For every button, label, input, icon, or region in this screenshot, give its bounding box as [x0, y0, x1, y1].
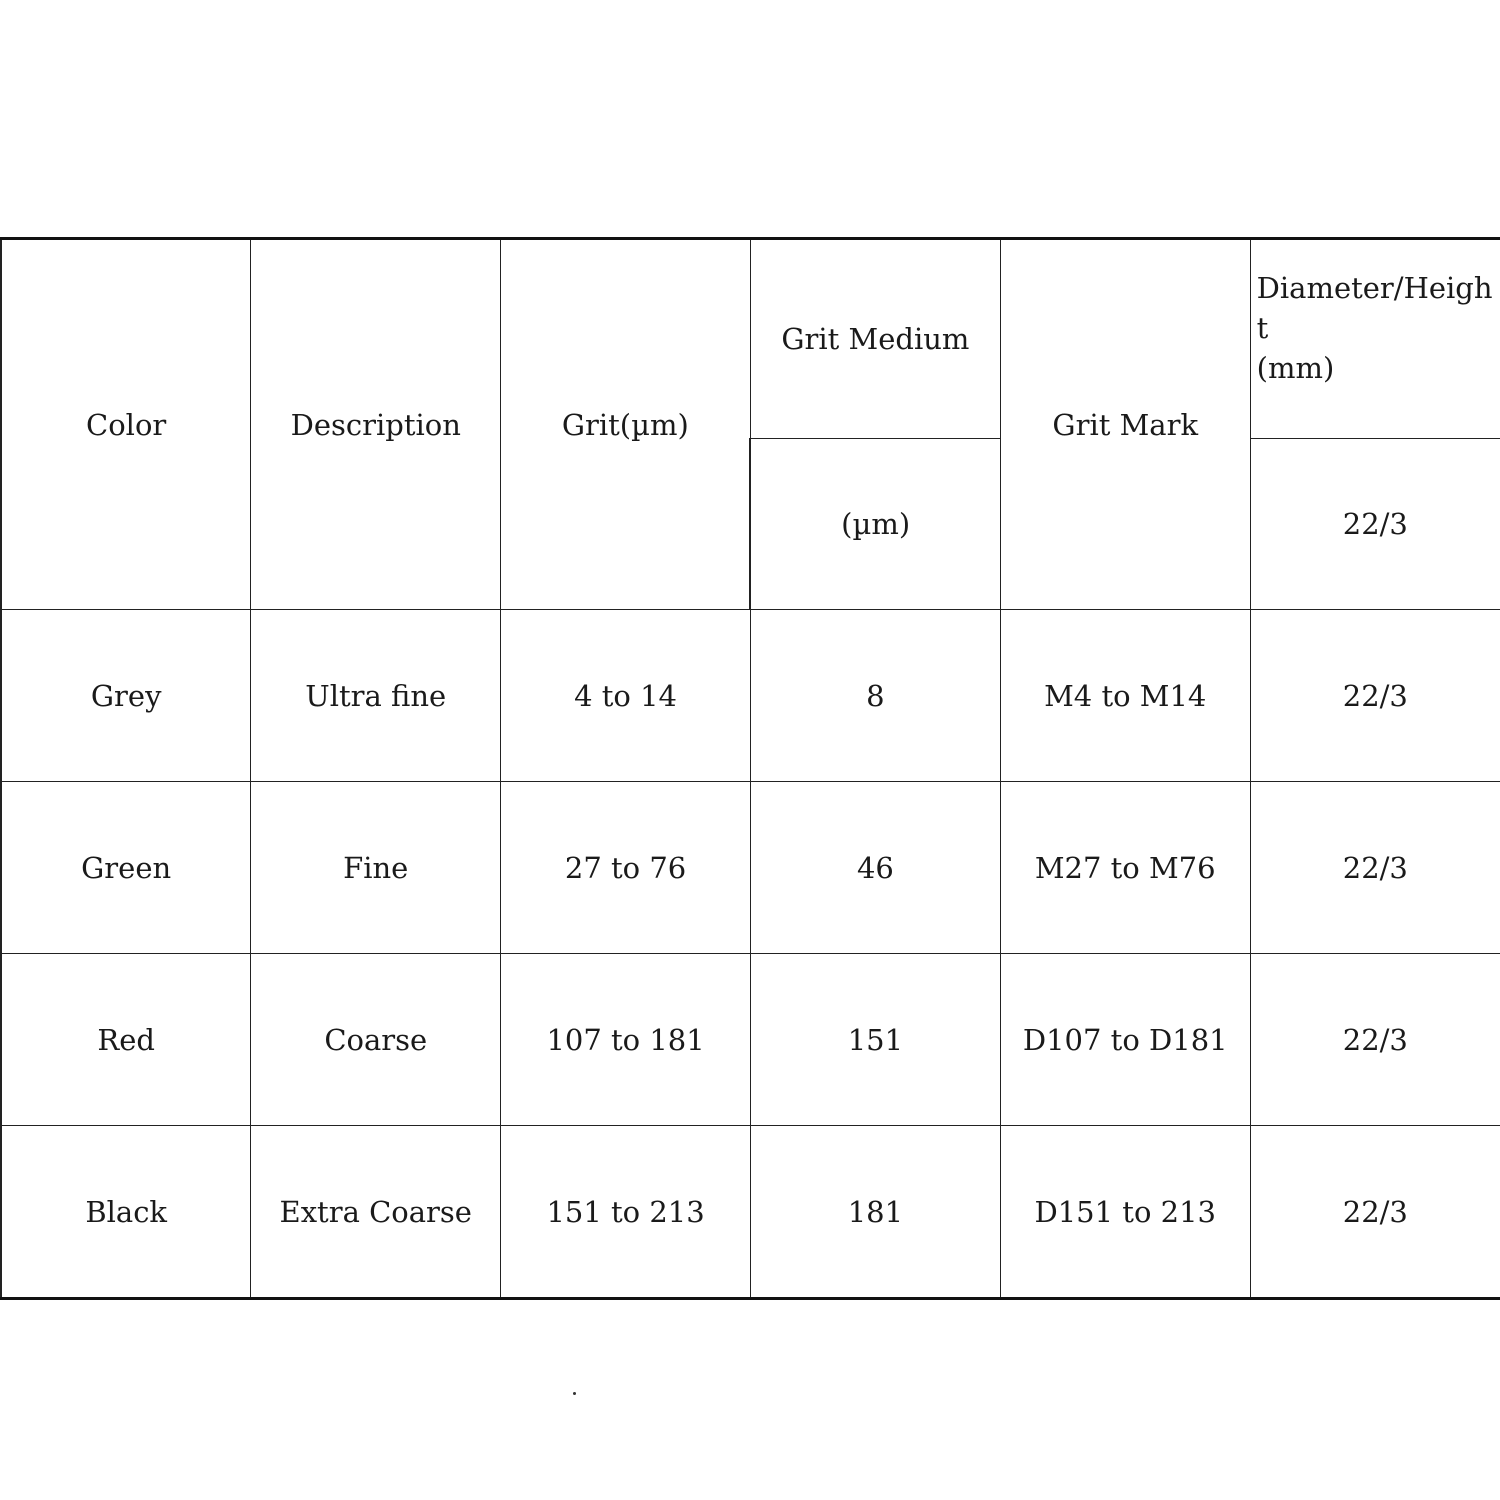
- table-row: [1, 1126, 1500, 1299]
- header-color: Color: [1, 239, 251, 610]
- header-diameter-height-label: Diameter/Height: [1256, 271, 1493, 345]
- cell-color: Green: [1, 782, 251, 954]
- cell-grit-medium: 8: [750, 610, 1000, 782]
- cell-color: Grey: [1, 610, 251, 782]
- cell-grit: 151 to 213: [501, 1126, 751, 1299]
- cell-grit-medium: 46: [750, 782, 1000, 954]
- header-description: Description: [251, 239, 501, 610]
- header-grit-medium-unit: (µm): [750, 439, 1000, 610]
- stray-dot: [573, 1392, 576, 1395]
- cell-grit-medium: 151: [750, 954, 1000, 1126]
- cell-grit-mark: M27 to M76: [1000, 782, 1250, 954]
- cell-color: Red: [1, 954, 251, 1126]
- cell-color: Black: [1, 1126, 251, 1299]
- cell-grit: 107 to 181: [501, 954, 751, 1126]
- table-row: [1, 782, 1500, 954]
- cell-diameter-height: 22/3: [1250, 782, 1500, 954]
- cell-grit-medium: 181: [750, 1126, 1000, 1299]
- header-grit-medium: Grit Medium: [750, 239, 1000, 439]
- cell-grit: 27 to 76: [501, 782, 751, 954]
- cell-diameter-height: 22/3: [1250, 954, 1500, 1126]
- header-grit-mark: Grit Mark: [1000, 239, 1250, 610]
- cell-diameter-height: 22/3: [1250, 1126, 1500, 1299]
- cell-diameter-height: 22/3: [1250, 610, 1500, 782]
- header-diameter-height-value: 22/3: [1250, 439, 1500, 610]
- header-diameter-height: [1250, 239, 1500, 439]
- cell-description: Coarse: [251, 954, 501, 1126]
- table-row: [1, 954, 1500, 1126]
- cell-grit-mark: D107 to D181: [1000, 954, 1250, 1126]
- table-header-row: [1, 239, 1500, 439]
- cell-description: Extra Coarse: [251, 1126, 501, 1299]
- header-grit: Grit(µm): [501, 239, 751, 610]
- cell-grit-mark: M4 to M14: [1000, 610, 1250, 782]
- header-diameter-height-unit: (mm): [1256, 351, 1335, 385]
- table-row: [1, 610, 1500, 782]
- cell-grit-mark: D151 to 213: [1000, 1126, 1250, 1299]
- grit-specification-table: [0, 237, 1500, 1300]
- cell-description: Ultra fine: [251, 610, 501, 782]
- cell-grit: 4 to 14: [501, 610, 751, 782]
- cell-description: Fine: [251, 782, 501, 954]
